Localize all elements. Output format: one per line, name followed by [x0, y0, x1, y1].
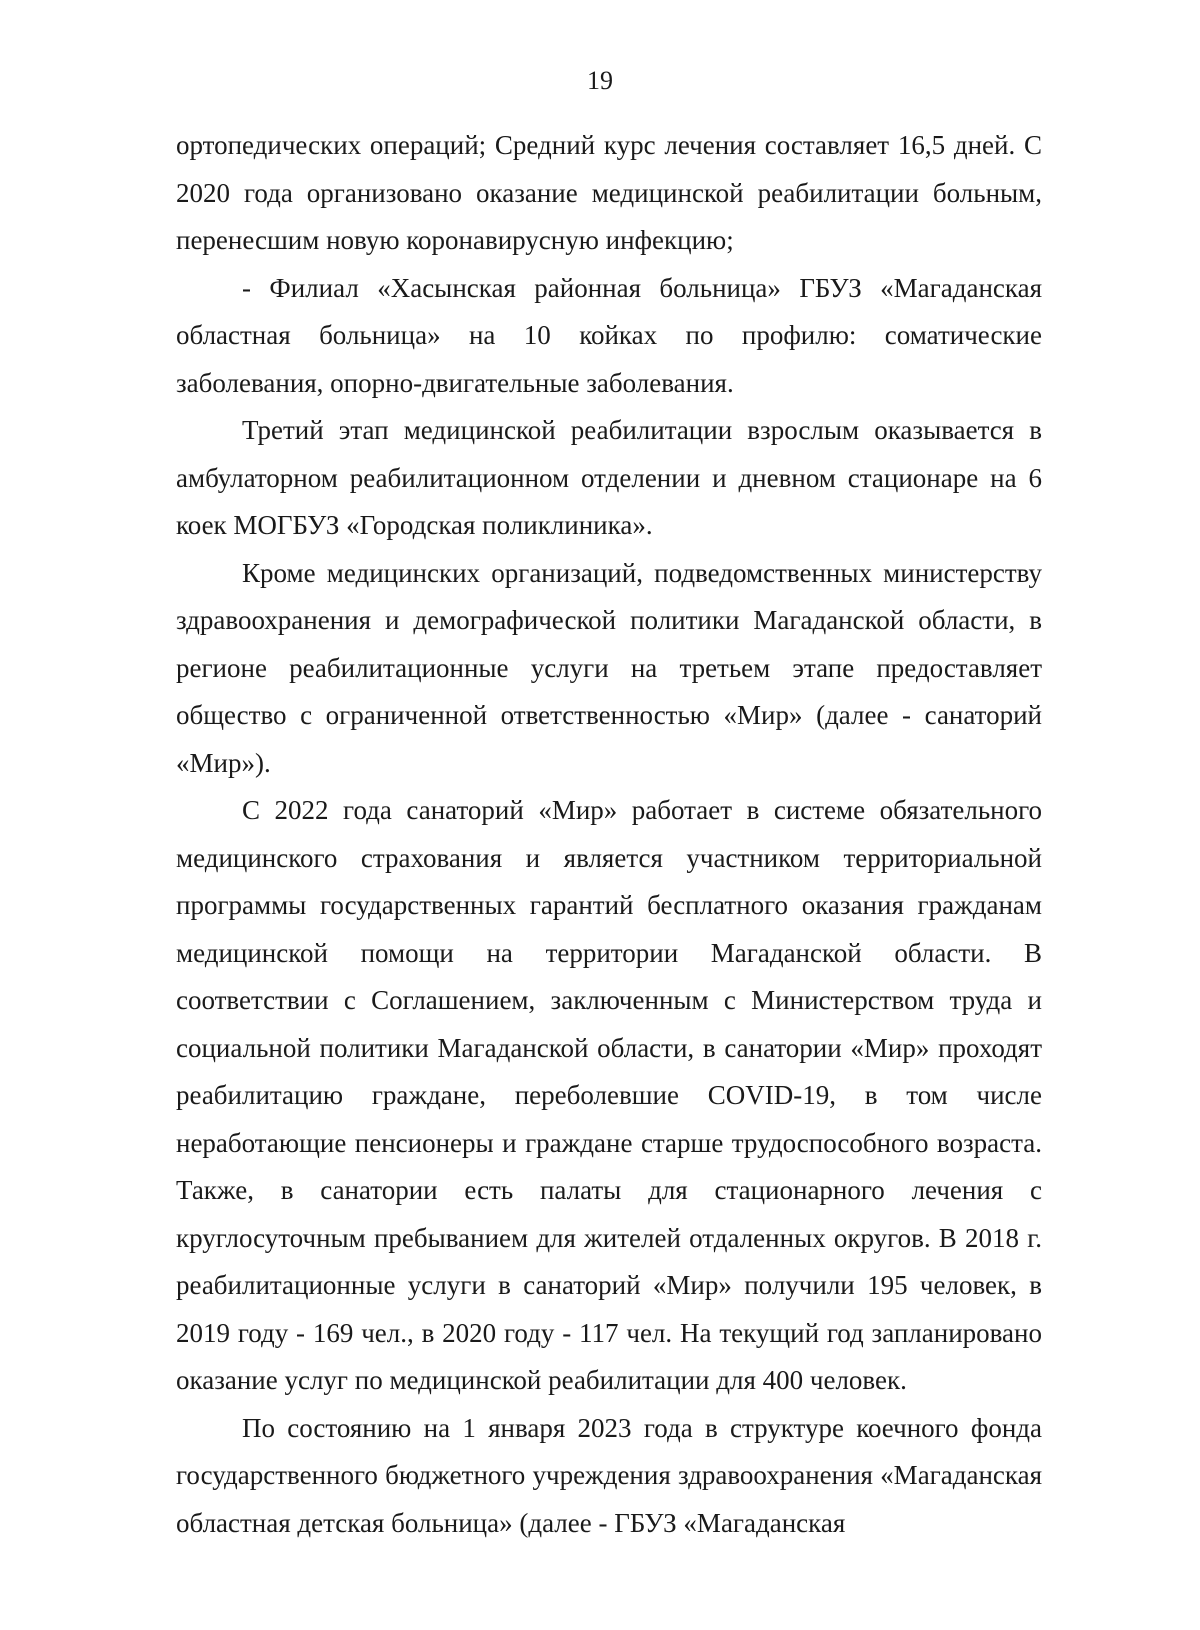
page-number: 19	[587, 66, 613, 95]
paragraph-hasyn-branch: - Филиал «Хасынская районная больница» ГБУЗ «Магаданская областная больница» на 10 койках по профилю: соматические заболевания, опорно-двигательные заболевания.	[176, 272, 1042, 398]
paragraph-children-hospital: По состоянию на 1 января 2023 года в структуре коечного фонда государственного бюджетного учреждения здравоохранения «Магаданская областная детская больница» (далее - ГБУЗ «Магаданская	[176, 1412, 1042, 1538]
paragraph-other-organizations: Кроме медицинских организаций, подведомственных министерству здравоохранения и демографической политики Магаданской области, в регионе реабилитационные услуги на третьем этапе предоставляет общество с ограниченной ответственностью «Мир» (далее - санаторий «Мир»).	[176, 557, 1042, 778]
paragraph-sanatorium-mir: С 2022 года санаторий «Мир» работает в системе обязательного медицинского страхования и является участником территориальной программы государственных гарантий бесплатного оказания гражданам медицинской помощи на территории Магаданской области. В соответствии с Соглашением, заключенным с Министерством труда и социальной политики Магаданской области, в санатории «Мир» проходят реабилитацию граждане, переболевшие COVID-19, в том числе неработающие пенсионеры и граждане старше трудоспособного возраста. Также, в санатории есть палаты для стационарного лечения с круглосуточным пребыванием для жителей отдаленных округов. В 2018 г. реабилитационные услуги в санаторий «Мир» получили 195 человек, в 2019 году - 169 чел., в 2020 году - 117 чел. На текущий год запланировано оказание услуг по медицинской реабилитации для 400 человек.	[176, 795, 1042, 1395]
paragraph-third-stage: Третий этап медицинской реабилитации взрослым оказывается в амбулаторном реабилитационном отделении и дневном стационаре на 6 коек МОГБУЗ «Городская поликлиника».	[176, 415, 1042, 540]
document-body	[176, 122, 1042, 1547]
paragraph-continued: ортопедических операций; Средний курс лечения составляет 16,5 дней. С 2020 года организовано оказание медицинской реабилитации больным, перенесшим новую коронавирусную инфекцию;	[176, 130, 1042, 255]
